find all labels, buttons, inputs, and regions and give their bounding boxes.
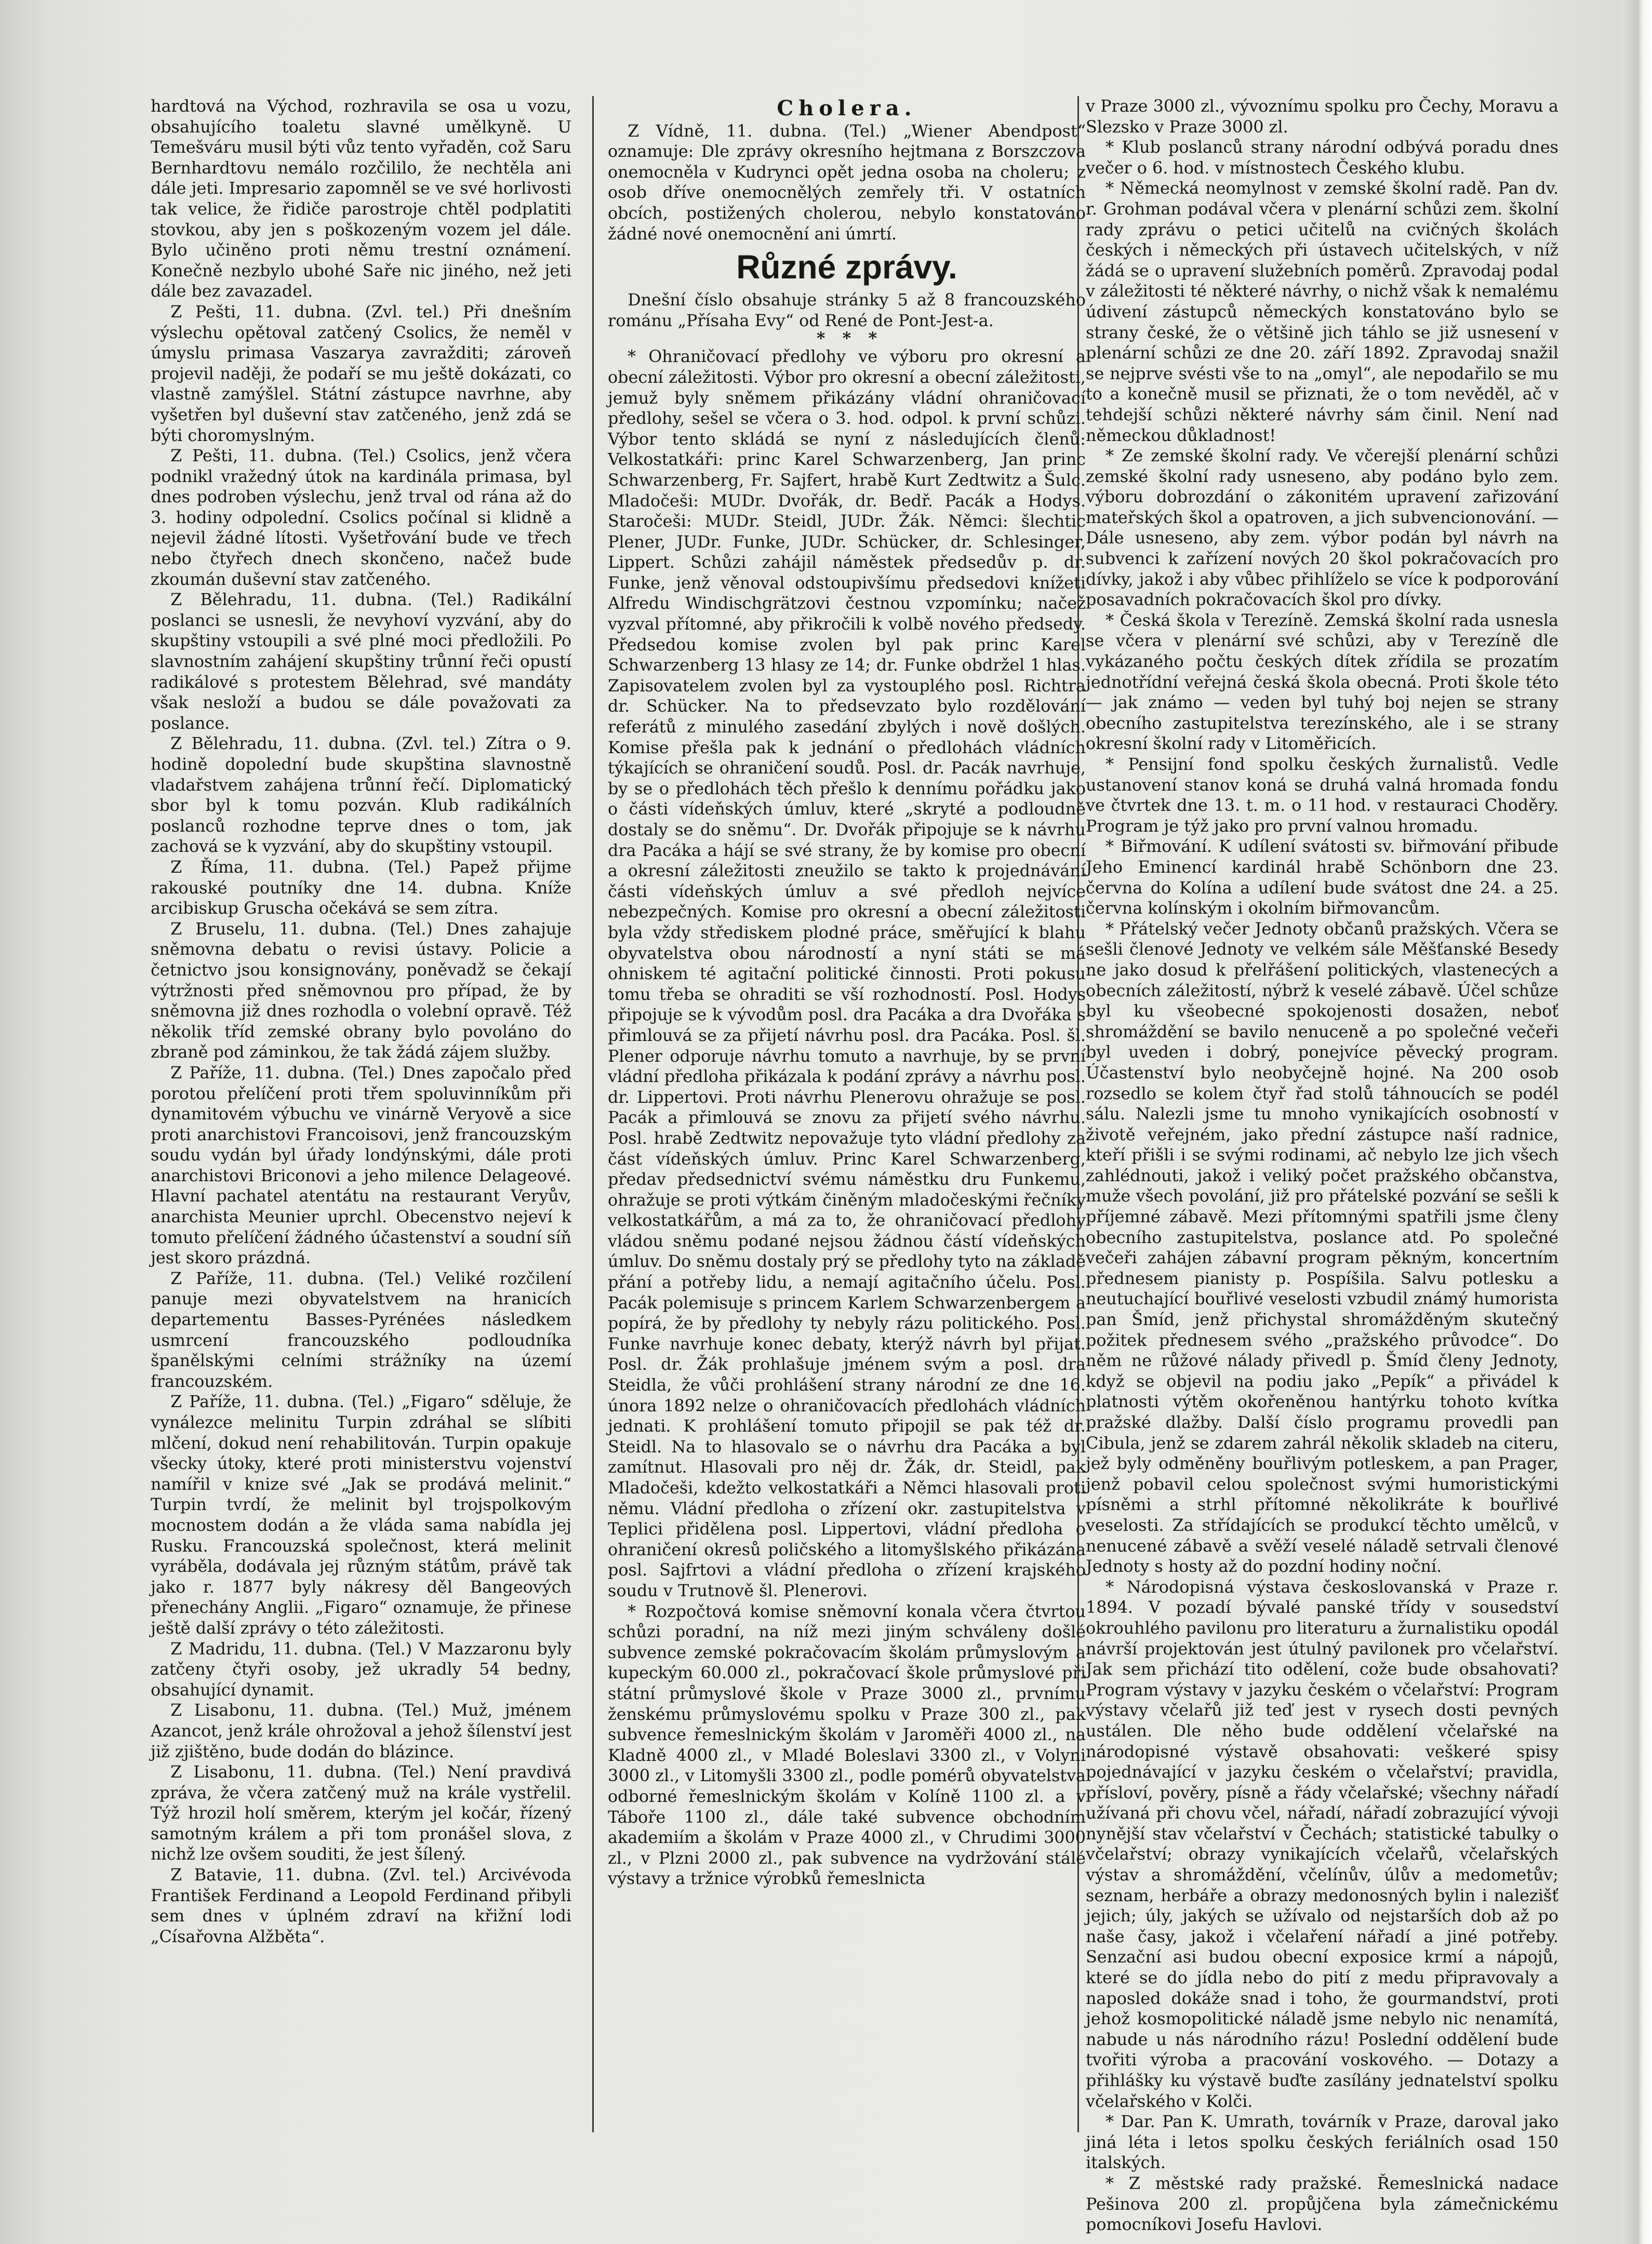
column-rule [592,96,594,2132]
news-item: Z Madridu, 11. dubna. (Tel.) V Mazzaronu byly zatčeny čtyři osoby, jež ukradly 54 bedny, obsahující dynamit. [151,1639,571,1700]
column-right [1086,96,1558,2235]
news-item: * Dar. Pan K. Umrath, továrník v Praze, daroval jako jiná léta i letos spolku českých feriálních osad 150 italských. [1086,2112,1558,2173]
news-item: Z Vídně, 11. dubna. (Tel.) „Wiener Abendpost“ oznamuje: Dle zprávy okresního hejtmana z Borszczova onemocněla v Kudrynci opět jedna osoba na choleru; z osob dříve onemocnělých zemřely tři. V ostatních obcích, postižených cholerou, nebylo konstatováno žádné nové onemocnění ani úmrtí. [608,121,1086,244]
news-item: * Klub poslanců strany národní odbývá poradu dnes večer o 6. hod. v místnostech Českého klubu. [1086,138,1558,178]
news-item: Z Lisabonu, 11. dubna. (Tel.) Muž, jménem Azancot, jenž krále ohrožoval a jehož šílenství jest již zjištěno, bude dodán do blázince. [151,1701,571,1761]
news-item: * Přátelský večer Jednoty občanů pražských. Včera se sešli členové Jednoty ve velkém sále Měšťanské Besedy ne jako dosud k přelřášení politických, vlastenecých a obecních záležitostí, nýbrž k veselé zábavě. Účel schůze byl ku všeobecné spokojenosti dosažen, neboť shromáždění se bavilo nenuceně a po společné večeři byl uveden i dobrý, ponejvíce pěvecký program. Účastenství bylo neobyčejně hojné. Na 200 osob rozsedlo se kolem čtyř řad stolů táhnoucích se podél sálu. Nalezli jsme tu mnoho vynikajících osobností v životě veřejném, jako přední zástupce naší radnice, kteří přišli i se svými rodinami, ač nebylo lze jich všech zahlédnouti, jakož i veliký počet pražského občanstva, muže všech povolání, již pro přátelské pozvání se sešli k příjemné zábavě. Mezi přítomnými spatřili jsme členy obecního zastupitelstva, poslance atd. Po společné večeři zahájen zábavní program pěkným, koncertním přednesem pianisty p. Pospíšila. Salvu potlesku a neutuchající bouřlivé veselosti vzbudil známý humorista pan Šmíd, jenž přichystal shromážděným skutečný požitek přednesem svého „pražského průvodce“. Do něm ne růžové nálady přivedl p. Šmíd členy Jednoty, když se objevil na podiu jako „Pepík“ a přivádel k platnosti výtěm okořeněnou hantýrku tohoto kvítka pražské dlažby. Další číslo programu provedli pan Cibula, jenž se zdarem zahrál několik skladeb na citeru, jež byly odměněny bouřlivým potleskem, a pan Prager, jenž pobavil celou společnost svými humoristickými písněmi a strhl přítomné několikráte k bouřlivé veselosti. Za střídajících se produkcí těchto umělců, v nenucené zábavě a svěží veselé náladě setrvali členové Jednoty s hosty až do pozdní hodiny noční. [1086,919,1558,1577]
news-item: * Biřmování. K udílení svátosti sv. biřmování přibude Jeho Eminencí kardinál hrabě Schönborn dne 23. června do Kolína a udílení bude svátost dne 24. a 25. června kolínským i okolním biřmovancům. [1086,837,1558,918]
news-item: Z Paříže, 11. dubna. (Tel.) „Figaro“ sděluje, že vynálezce melinitu Turpin zdráhal se slíbiti mlčení, dokud není rehabilitován. Turpin opakuje všecky útoky, které proti ministerstvu vojenství namířil v knize své „Jak se prodává melinit.“ Turpin tvrdí, že melinit byl trojspolkovým mocnostem dodán a že vláda sama nabídla jej Rusku. Francouzská společnost, která melinit vyráběla, dodávala jej různým státům, právě tak jako r. 1877 byly nákresy děl Bangeových přenechány Anglii. „Figaro“ oznamuje, že přinese ještě další zprávy o této záležitosti. [151,1392,571,1638]
news-item: * Česká škola v Terezíně. Zemská školní rada usnesla se včera v plenární své schůzi, aby v Terezíně dle vykázaného počtu českých dítek zřídila se prozatím jednotřídní veřejná česká škola obecná. Proti škole této — jak známo — veden byl tuhý boj nejen se strany obecního zastupitelstva terezínského, ale i se strany okresní školní rady v Litoměřicích. [1086,610,1558,754]
news-item: Z Pešti, 11. dubna. (Zvl. tel.) Při dnešním výslechu opětoval zatčený Csolics, že neměl v úmyslu primasa Vaszarya zavražditi; zároveň projevil naději, že podaří se mu ještě dokázati, co vlastně zamýšlel. Státní zástupce navrhne, aby vyšetřen byl duševní stav zatčeného, jenž zdá se býti choromyslným. [151,302,571,445]
news-item: Z Bruselu, 11. dubna. (Tel.) Dnes zahajuje sněmovna debatu o revisi ústavy. Policie a četnictvo jsou konsignovány, poněvadž se čekají výtržnosti před sněmovnou pro případ, že by sněmovna již dnes rozhodla o volební opravě. Též několik tříd zemské obrany bylo povoláno do zbraně pod záminkou, že tak žádá zájem služby. [151,919,571,1062]
column-middle [608,96,1086,2138]
news-item: Z Batavie, 11. dubna. (Zvl. tel.) Arcivévoda František Ferdinand a Leopold Ferdinand přibyli sem dnes v úplném zdraví na křižní lodi „Císařovna Alžběta“. [151,1865,571,1946]
news-item: * Rozpočtová komise sněmovní konala včera čtvrtou schůzi poradní, na níž mezi jiným schváleny došlé subvence zemské pokračovacím školám průmyslovým a kupeckým 60.000 zl., pokračovací škole průmyslové při státní průmyslové škole v Praze 3000 zl., prvnímu ženskému průmyslovému spolku v Praze 300 zl., pak subvence řemeslnickým školám v Jaroměři 4000 zl., na Kladně 4000 zl., v Mladé Boleslavi 3300 zl., v Volyni 3000 zl., v Litomyšli 3300 zl., podle pomérů obyvatelstva odborné řemeslnickým školám v Kolíně 1100 zl. a v Táboře 1100 zl., dále také subvence obchodním akademiím a školám v Praze 4000 zl., v Chrudimi 3000 zl., v Plzni 2000 zl., pak subvence na vydržování stálé výstavy a tržnice výrobků řemeslnicta [608,1601,1086,1889]
news-item: Z Bělehradu, 11. dubna. (Zvl. tel.) Zítra o 9. hodině dopolední bude skupština slavnostně vladařstvem zahájena trůnní řečí. Diplomatický sbor byl k tomu pozván. Klub radikálních poslanců rozhodne teprve dnes o tom, jak zachová se k vyzvání, aby do skupštiny vstoupil. [151,734,571,857]
news-item: * Pensijní fond spolku českých žurnalistů. Vedle ustanovení stanov koná se druhá valná hromada fondu ve čtvrtek dne 13. t. m. o 11 hod. v restauraci Choděry. Program je týž jako pro první valnou hromadu. [1086,755,1558,836]
news-item: Dnešní číslo obsahuje stránky 5 až 8 francouzského románu „Přísaha Evy“ od René de Pont-Jest-a. [608,290,1086,330]
news-item: Z Lisabonu, 11. dubna. (Tel.) Není pravdivá zpráva, že včera zatčený muž na krále vystřelil. Týž hrozil holí směrem, kterým jel kočár, řízený samotným králem a při tom pronášel slova, z nichž lze ovšem souditi, že jest šílený. [151,1762,571,1864]
section-title-ruzne-zpravy: Různé zprávy. [736,248,957,286]
news-item: v Praze 3000 zl., vývoznímu spolku pro Čechy, Moravu a Slezsko v Praze 3000 zl. [1086,97,1558,137]
news-item: hardtová na Východ, rozhravila se osa u vozu, obsahujícího toaletu slavné umělkyně. U Temešváru musil býti vůz tento vyřaděn, což Saru Bernhardtovu nemálo rozčililo, že nechtěla ani dále jeti. Impresario zapomněl se ve své horlivosti tak velice, že řidiče parostroje chtěl podplatiti stovkou, aby jen s poškozeným vozem jel dále. Bylo učiněno proti němu trestní oznámení. Konečně nezbylo ubohé Saře nic jiného, než jeti dále bez zavazadel. [151,97,571,301]
section-title-cholera: Cholera. [777,96,917,121]
separator-asterisks: * * * [816,329,877,349]
news-item: * Z městské rady pražské. Řemeslnická nadace Pešinova 200 zl. propůjčena byla zámečnickému pomocníkovi Josefu Havlovi. [1086,2173,1558,2235]
page-edge [1621,0,1652,2244]
news-item: Z Pešti, 11. dubna. (Tel.) Csolics, jenž včera podnikl vražedný útok na kardinála primasa, byl dnes podroben výslechu, jenž trval od rána až do 3. hodiny odpolední. Csolics počínal si klidně a nejevil žádné lítosti. Vyšetřování bude ve třech nebo čtyřech dnech skončeno, načež bude zkoumán duševní stav zatčeného. [151,446,571,589]
news-item: * Německá neomylnost v zemské školní radě. Pan dv. r. Grohman podával včera v plenární schůzi zem. školní rady zprávu o petici učitelů na cvičných školách českých i německých při ústavech učitelských, v níž žádá se o upravení služebních poměrů. Zpravodaj podal v záležitosti té některé návrhy, o nichž však k nemalému údivení zástupců německých konstatováno bylo se strany české, že o většině jich táhlo se již usnesení v plenární schůzi ze dne 20. září 1892. Zpravodaj snažil se nejprve svésti vše to na „omyl“, ale nepodařilo se mu to a konečně musil se přiznati, že o tom nevěděl, ač v tehdejší schůzi některé návrhy sám činil. Není nad německou důkladnost! [1086,179,1558,445]
column-left [151,96,571,2138]
news-item: Z Říma, 11. dubna. (Tel.) Papež přijme rakouské poutníky dne 14. dubna. Kníže arcibiskup Gruscha očekává se sem zítra. [151,857,571,918]
news-item: Z Paříže, 11. dubna. (Tel.) Dnes započalo před porotou přelíčení proti třem spoluvinníkům při dynamitovém výbuchu ve vinárně Veryově a sice proti anarchistovi Francoisovi, jenž francouzským soudu vydán byl úřady londýnskými, dále proti anarchistovi Briconovi a jeho milence Delageové. Hlavní pachatel atentátu na restaurant Veryův, anarchista Meunier uprchl. Obecenstvo nejeví k tomuto přelíčení žádného účastenství a soudní síň jest skoro prázdná. [151,1063,571,1268]
news-item: Z Bělehradu, 11. dubna. (Tel.) Radikální poslanci se usnesli, že nevyhoví vyzvání, aby do skupštiny vstoupili a své plné moci předložili. Po slavnostním zahájení skupštiny trůnní řeči opustí radikálové s protestem Bělehrad, své mandáty však nesloží a budou se dále považovati za poslance. [151,590,571,733]
news-item: * Ohraničovací předlohy ve výboru pro okresní a obecní záležitosti. Výbor pro okresní a obecní záležitosti, jemuž byly sněmem přikázány vládní ohraničovací předlohy, sešel se včera o 3. hod. odpol. k první schůzi. Výbor tento skládá se nyní z následujících členů: Velkostatkáři: princ Karel Schwarzenberg, Jan princ Schwarzenberg, Fr. Sajfert, hrabě Kurt Zedtwitz a Šulc. Mladočeši: MUDr. Dvořák, dr. Bedř. Pacák a Hodys. Staročeši: MUDr. Steidl, JUDr. Žák. Němci: šlechtic Plener, JUDr. Funke, JUDr. Schücker, dr. Schlesinger, Lippert. Schůzi zahájil náměstek předsedův p. dr. Funke, jenž věnoval odstoupivšímu předsedovi knížeti Alfredu Windischgrätzovi čestnou vzpomínku; načež vyzval přítomné, aby přikročili k volbě nového předsedy. Předsedou komise zvolen byl pak princ Karel Schwarzenberg 13 hlasy ze 14; dr. Funke obdržel 1 hlas. Zapisovatelem zvolen byl za vystouplého posl. Richtra dr. Schücker. Na to předsevzato bylo rozdělování referátů z minulého zasedání zbylých i nově došlých. Komise přešla pak k jednání o předlohách vládních týkajících se ohraničení soudů. Posl. dr. Pacák navrhuje, by se o předlohách těch přešlo k dennímu pořádku jako o části vídeňských úmluv, které „skryté a podloudně dostaly se do sněmu“. Dr. Dvořák připojuje se k návrhu dra Pacáka a hájí se své strany, že by komise pro obecní a okresní záležitosti zneužilo se takto k projednávání části vídeňských úmluv a své předloh nejvíce nebezpečných. Komise pro okresní a obecní záležitosti byla vždy střediskem plodné práce, směřující k blahu obyvatelstva obou národností a nyní státi se má ohniskem té agitační politické činnosti. Proti pokusu tomu třeba se ohraditi se vší rozhodností. Posl. Hodys připojuje se k vývodům posl. dra Pacáka a dra Dvořáka s přimlouvá se za přijetí návrhu posl. dra Pacáka. Posl. šl. Plener odporuje návrhu tomuto a navrhuje, by se první vládní předloha přikázala k podání zprávy a návrhu posl. dr. Lippertovi. Proti návrhu Plenerovu ohražuje se posl. Pacák a přimlouvá se znovu za přijetí svého návrhu. Posl. hrabě Zedtwitz nepovažuje tyto vládní předlohy za část vídeňských úmluv. Princ Karel Schwarzenberg, předav předsednictví svému náměstku dru Funkemu, ohražuje se proti výtkám činěným mladočeskými řečníky velkostatkářům, a má za to, že ohraničovací předlohy vládou sněmu podané nejsou žádnou částí vídeňských úmluv. Do sněmu dostaly prý se předlohy tyto na základě přání a potřeby lidu, a nemají agitačního účelu. Posl. Pacák polemisuje s princem Karlem Schwarzenbergem a popírá, že by předlohy ty nebyly rázu politického. Posl. Funke navrhuje konec debaty, kterýž návrh byl přijat. Posl. dr. Žák prohlašuje jménem svým a posl. dra Steidla, že vůči prohlášení strany národní ze dne 16. února 1892 nelze o ohraničovacích předlohách vládních jednati. K prohlášení tomuto připojil se pak též dr. Steidl. Na to hlasovalo se o návrhu dra Pacáka a byl zamítnut. Hlasovali pro něj dr. Žák, dr. Steidl, pak Mladočeši, kdežto velkostatkáři a Němci hlasovali proti němu. Vládní předloha o zřízení okr. zastupitelstva v Teplici přidělena posl. Lippertovi, vládní předloha o ohraničení okresů poličského a litomyšlského přikázána posl. Sajfrtovi a vládní předloha o zřízení krajského soudu v Trutnově šl. Plenerovi. [608,347,1086,1600]
news-item: * Ze zemské školní rady. Ve včerejší plenární schůzi zemské školní rady usneseno, aby podáno bylo zem. výboru dobrozdání o zákonitém upravení zařizování mateřských škol a opatroven, a jich subvencionování. — Dále usneseno, aby zem. výbor podán byl návrh na subvenci k zařízení nových 20 škol pokračovacích pro dívky, jakož i aby vůbec přihlíželo se více k podporování posavadních pokračovacích škol pro dívky. [1086,446,1558,610]
news-item: * Národopisná výstava českoslovanská v Praze r. 1894. V pozadí bývalé panské třídy v sousedství okrouhlého pavilonu pro literaturu a žurnalistiku opodál návrší projektován jest útulný pavilonek pro včelařství. Jak sem přichází tito odělení, cože bude obsahovati? Program výstavy v jazyku českém o včelařství: Program výstavy včelařů již teď jest v rysech dosti pevných ustálen. Dle něho bude oddělení včelařské na národopisné výstavě obsahovati: veškeré spisy pojednávající v jazyku českém o včelařství; pravidla, přísloví, pověry, písně a řády včelařské; všechny nářadí užívaná při chovu včel, nářadí, nářadí zobrazující vývoji nynější stav včelařství v Čechách; statistické tabulky o včelařství; obrazy vynikajících včelařů, včelařských výstav a shromáždění, včelínův, úlův a medometův; seznam, herbáře a obrazy medonosných bylin i nalezišť jejich; úly, jakých se užívalo od nejstarších dob až po naše časy, jakož i včelaření nářadí a jiné potřeby. Senzační asi budou obecní exposice krmí a nápojů, které se do jídla nebo do pití z medu připravovaly a naposled dokáže snad i toho, že gourmandství, proti jehož kosmopolitické náladě jsme nebylo nic nenamítá, nabude u nás národního rázu! Poslední oddělení bude tvořiti výroba a pracování voskového. — Dotazy a přihlášky ku výstavě buďte zasílány jednatelství spolku včelařského v Kolči. [1086,1577,1558,2111]
news-item: Z Paříže, 11. dubna. (Tel.) Veliké rozčilení panuje mezi obyvatelstvem na hranicích departementu Basses-Pyrénées následkem usmrcení francouzského podloudníka španělskými celními strážníky na území francouzském. [151,1268,571,1391]
